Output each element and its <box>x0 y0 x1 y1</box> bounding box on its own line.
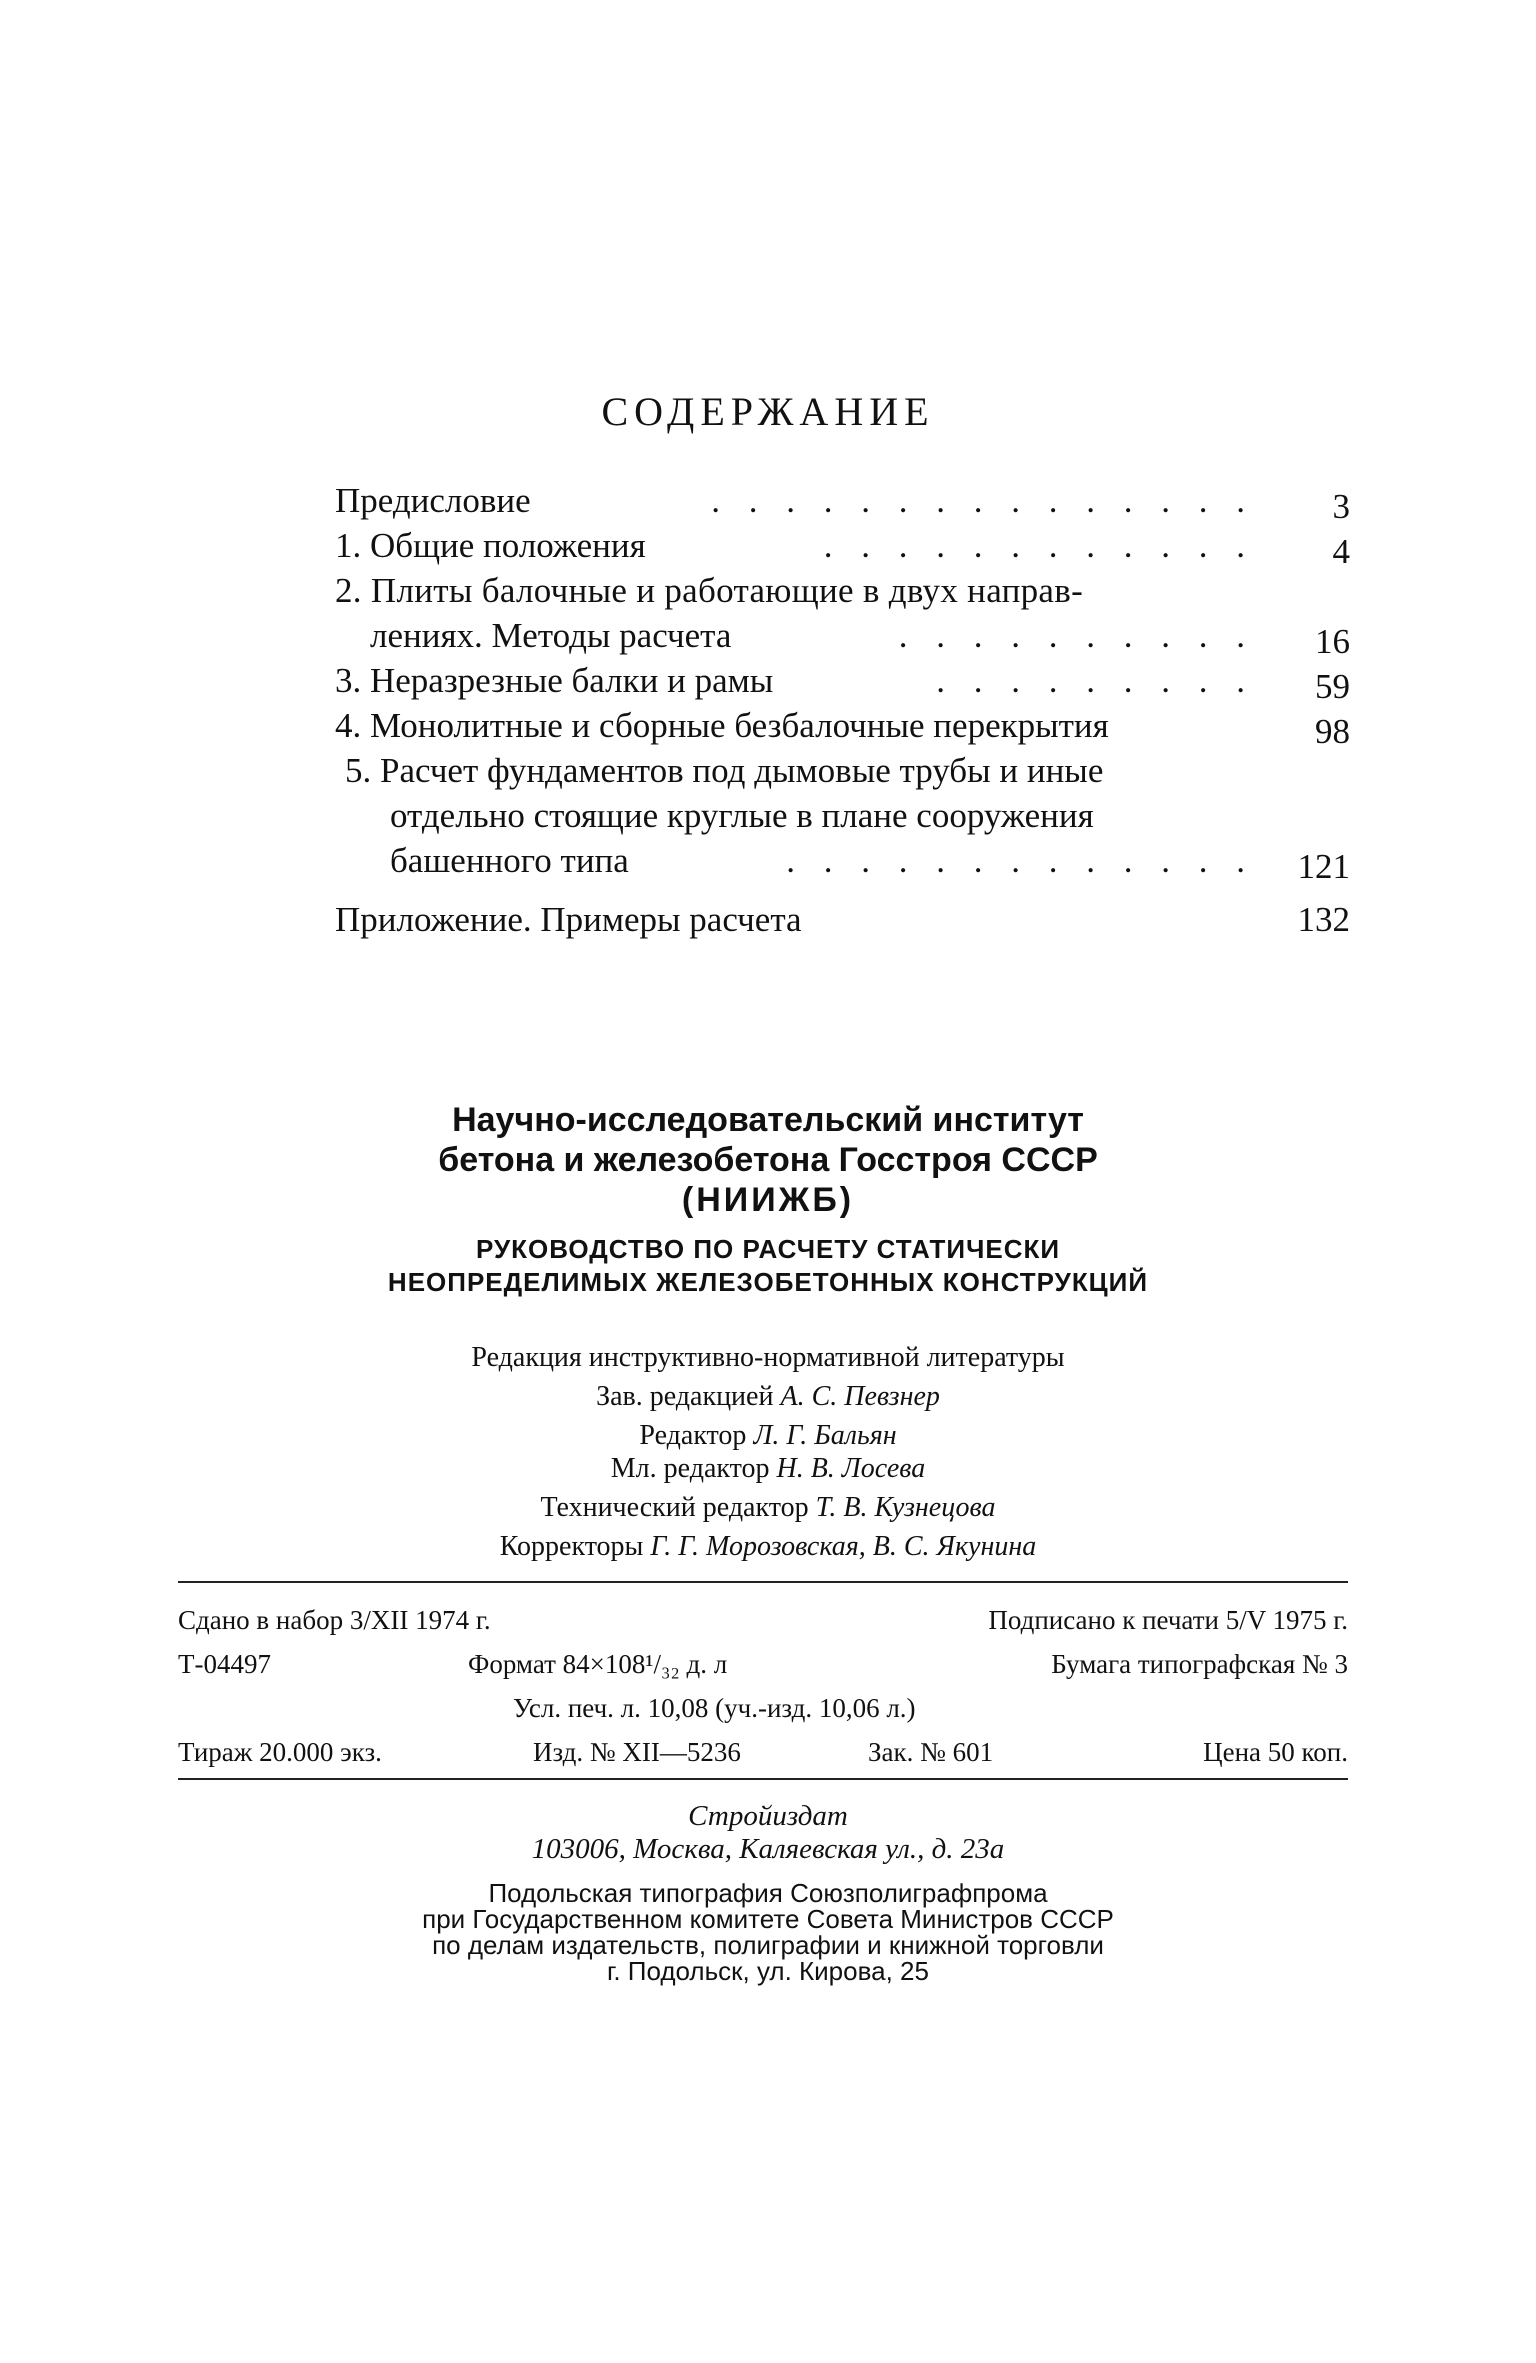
price: Цена 50 коп. <box>1203 1737 1348 1767</box>
table-of-contents <box>335 478 1350 942</box>
book-title <box>0 1233 1536 1299</box>
credit-role: Корректоры <box>499 1531 644 1562</box>
toc-entry-2 <box>335 568 1350 613</box>
credit-role: Технический редактор <box>540 1492 809 1523</box>
toc-entry-label: 3. Неразрезные балки и рамы <box>335 661 774 700</box>
credit-person: Л. Г. Бальян <box>753 1420 897 1451</box>
credit-line <box>0 1449 1536 1488</box>
credit-role: Мл. редактор <box>610 1453 770 1484</box>
institute-name <box>0 1100 1536 1220</box>
toc-entry-label-cont: отдельно стоящие круглые в плане сооружения <box>390 796 1094 835</box>
toc-entry-label: 1. Общие положения <box>335 526 646 565</box>
toc-entry-preface <box>335 478 1350 526</box>
toc-entry-label: 4. Монолитные и сборные безбалочные перекрытия <box>335 706 1109 745</box>
credit-person: Н. В. Лосева <box>776 1453 926 1484</box>
toc-entry-page: 59 <box>1315 667 1350 706</box>
credit-person: Т. В. Кузнецова <box>815 1492 996 1523</box>
publisher-name: Стройиздат <box>688 1800 848 1832</box>
toc-entry-4 <box>335 703 1350 751</box>
printer-block <box>0 1880 1536 1984</box>
credit-person: Г. Г. Морозовская, В. С. Якунина <box>650 1531 1037 1562</box>
toc-entry-5-cont <box>335 793 1350 838</box>
credit-line: Редакция инструктивно-нормативной литературы <box>471 1342 1065 1373</box>
toc-entry-label-cont: башенного типа <box>390 841 629 880</box>
credit-line <box>0 1488 1536 1527</box>
printer-line: по делам издательств, полиграфии и книжной торговли <box>432 1930 1104 1960</box>
toc-entry-3 <box>335 658 1350 706</box>
print-run: Тираж 20.000 экз. <box>178 1737 382 1767</box>
toc-entry-page: 98 <box>1315 712 1350 751</box>
printer-line: при Государственном комитете Совета Министров СССР <box>422 1904 1114 1934</box>
paper-type: Бумага типографская № 3 <box>1051 1649 1348 1679</box>
toc-entry-page: 3 <box>1332 487 1350 526</box>
toc-entry-label: 5. Расчет фундаментов под дымовые трубы и иные <box>345 751 1104 790</box>
toc-entry-5-cont2 <box>335 838 1350 886</box>
order-number: Зак. № 601 <box>868 1737 994 1767</box>
toc-entry-label: 2. Плиты балочные и работающие в двух направ- <box>335 571 1084 610</box>
toc-entry-5 <box>335 748 1350 793</box>
printer-line: Подольская типография Союзполиграфпрома <box>488 1878 1048 1908</box>
toc-entry-page: 4 <box>1332 532 1350 571</box>
toc-entry-label: Предисловие <box>335 481 531 520</box>
divider-bottom <box>178 1778 1348 1780</box>
toc-leader-dots: . . . . . . . . . . . . . . . <box>711 481 1255 520</box>
format: Формат 84×108¹/₃₂ д. л <box>468 1649 728 1679</box>
publisher-block <box>0 1800 1536 1866</box>
signed-date: Подписано к печати 5/V 1975 г. <box>988 1605 1348 1635</box>
edition-number: Изд. № XII—5236 <box>533 1737 741 1767</box>
toc-leader-dots: . . . . . . . . . . <box>898 616 1255 655</box>
institute-line: Научно-исследовательский институт <box>452 1101 1084 1139</box>
toc-entry-label: Приложение. Примеры расчета <box>335 900 802 939</box>
toc-entry-page: 121 <box>1297 847 1350 886</box>
toc-leader-dots: . . . . . . . . . <box>936 661 1255 700</box>
institute-abbr: (НИИЖБ) <box>681 1181 855 1219</box>
credit-person: А. С. Певзнер <box>780 1381 940 1412</box>
toc-entry-2-cont <box>335 613 1350 661</box>
editorial-credits <box>0 1338 1536 1566</box>
toc-entry-appendix <box>335 897 1350 942</box>
credit-line <box>0 1527 1536 1566</box>
typeset-date: Сдано в набор 3/XII 1974 г. <box>178 1605 491 1635</box>
printer-line: г. Подольск, ул. Кирова, 25 <box>607 1956 929 1986</box>
toc-leader-dots: . . . . . . . . . . . . . <box>786 841 1255 880</box>
book-title-line: НЕОПРЕДЕЛИМЫХ ЖЕЛЕЗОБЕТОННЫХ КОНСТРУКЦИЙ <box>387 1267 1149 1297</box>
publication-details <box>178 1605 1348 1765</box>
sheet-count: Усл. печ. л. 10,08 (уч.-изд. 10,06 л.) <box>513 1693 916 1723</box>
credit-role: Зав. редакцией <box>596 1381 774 1412</box>
contents-title: СОДЕРЖАНИЕ <box>601 389 935 434</box>
catalog-code: Т-04497 <box>178 1649 271 1679</box>
toc-entry-page: 132 <box>1297 900 1350 939</box>
publisher-address: 103006, Москва, Каляевская ул., д. 23а <box>531 1833 1005 1865</box>
toc-entry-label-cont: лениях. Методы расчета <box>370 616 732 655</box>
toc-leader-dots: . . . . . . . . . . . . <box>823 526 1255 565</box>
book-title-line: РУКОВОДСТВО ПО РАСЧЕТУ СТАТИЧЕСКИ <box>475 1234 1061 1264</box>
divider-top <box>178 1581 1348 1583</box>
institute-line: бетона и железобетона Госстроя СССР <box>438 1141 1098 1179</box>
toc-entry-page: 16 <box>1315 622 1350 661</box>
toc-entry-1 <box>335 523 1350 571</box>
credit-role: Редактор <box>639 1420 747 1451</box>
credit-line <box>0 1377 1536 1416</box>
